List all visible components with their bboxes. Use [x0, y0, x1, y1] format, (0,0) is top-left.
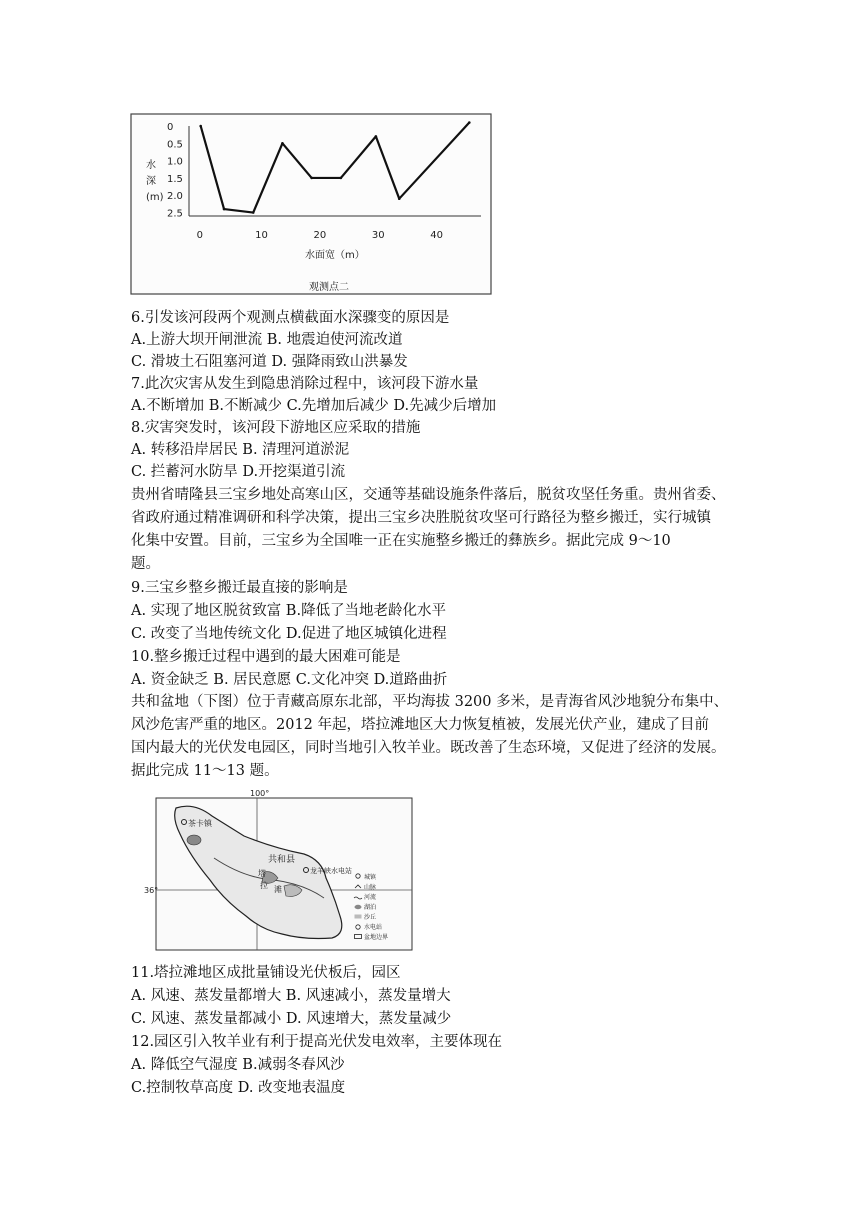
- y-axis-label: (m): [146, 192, 164, 203]
- q8-stem: 8.灾害突发时，该河段下游地区应采取的措施: [131, 420, 421, 436]
- x-tick-label: 40: [430, 230, 444, 241]
- passage-sanbao-line: 题。: [131, 556, 160, 572]
- gonghe-county-label: 共和县: [268, 855, 296, 865]
- passage-gonghe-line: 据此完成 11～13 题。: [131, 763, 279, 779]
- q7-stem: 7.此次灾害从发生到隐患消除过程中，该河段下游水量: [131, 376, 479, 392]
- legend-lake-icon: [355, 905, 362, 909]
- x-tick-label: 30: [371, 230, 385, 241]
- x-axis-label: 水面宽（m）: [305, 250, 365, 261]
- legend-label: 水电站: [364, 924, 383, 931]
- water-depth-chart: [129, 112, 495, 298]
- legend-label: 山脉: [364, 884, 377, 891]
- x-tick-label: 0: [196, 230, 204, 241]
- y-tick-label: 0.5: [167, 139, 183, 151]
- chart-frame: [131, 114, 491, 294]
- q6-stem: 6.引发该河段两个观测点横截面水深骤变的原因是: [131, 310, 450, 326]
- passage-gonghe-line: 共和盆地（下图）位于青藏高原东北部，平均海拔 3200 多米，是青海省风沙地貌分布集中、: [131, 694, 729, 710]
- legend-label: 河流: [364, 894, 377, 901]
- q9-options-cd: C. 改变了当地传统文化 D.促进了地区城镇化进程: [131, 626, 447, 642]
- legend-label: 湖泊: [364, 904, 377, 911]
- y-tick-label: 1.5: [167, 173, 183, 185]
- q12-options-cd: C.控制牧草高度 D. 改变地表温度: [131, 1080, 346, 1096]
- passage-gonghe-line: 风沙危害严重的地区。2012 年起，塔拉滩地区大力恢复植被，发展光伏产业，建成了目前: [131, 717, 710, 733]
- passage-sanbao-line: 化集中安置。目前，三宝乡为全国唯一正在实施整乡搬迁的彝族乡。据此完成 9～10: [131, 533, 671, 549]
- y-axis-label: 深: [146, 176, 156, 187]
- tala-label-1: 塔: [258, 869, 266, 878]
- legend-dune-icon: [355, 915, 362, 919]
- q12-options-ab: A. 降低空气湿度 B.减弱冬春风沙: [131, 1057, 345, 1073]
- y-tick-label: 2.0: [167, 191, 183, 203]
- depth-data-point: [223, 208, 226, 211]
- q11-options-ab: A. 风速、蒸发量都增大 B. 风速减小，蒸发量增大: [131, 988, 451, 1004]
- q9-options-ab: A. 实现了地区脱贫致富 B.降低了当地老龄化水平: [131, 603, 447, 619]
- y-axis-label: 水: [146, 160, 156, 171]
- y-tick-label: 1.0: [167, 156, 183, 168]
- depth-data-point: [398, 197, 401, 200]
- q10-options: A. 资金缺乏 B. 居民意愿 C.文化冲突 D.道路曲折: [131, 672, 448, 688]
- q7-options: A.不断增加 B.不断减少 C.先增加后减少 D.先减少后增加: [131, 398, 497, 414]
- passage-sanbao-line: 省政府通过精准调研和科学决策，提出三宝乡决胜脱贫攻坚可行路径为整乡搬迁，实行城镇: [131, 510, 711, 526]
- chart-title: 观测点二: [309, 282, 349, 293]
- depth-data-point: [375, 135, 378, 138]
- q12-stem: 12.园区引入牧羊业有利于提高光伏发电效率，主要体现在: [131, 1034, 503, 1050]
- depth-data-point: [281, 142, 284, 145]
- q8-options-ab: A. 转移沿岸居民 B. 清理河道淤泥: [131, 442, 350, 458]
- legend-label: 城镇: [364, 874, 377, 881]
- depth-data-point: [199, 125, 202, 128]
- x-tick-label: 20: [313, 230, 327, 241]
- q11-stem: 11.塔拉滩地区成批量铺设光伏板后，园区: [131, 965, 401, 981]
- q9-stem: 9.三宝乡整乡搬迁最直接的影响是: [131, 580, 348, 596]
- passage-sanbao-line: 贵州省晴隆县三宝乡地处高寒山区，交通等基础设施条件落后，脱贫攻坚任务重。贵州省委、: [131, 487, 726, 503]
- q6-options-cd: C. 滑坡土石阻塞河道 D. 强降雨致山洪暴发: [131, 354, 408, 370]
- q8-options-cd: C. 拦蓄河水防旱 D.开挖渠道引流: [131, 464, 346, 480]
- depth-data-point: [252, 211, 255, 214]
- x-tick-label: 10: [255, 230, 268, 241]
- chaka-town-label: 茶卡镇: [188, 819, 212, 828]
- longitude-label: 100°: [250, 789, 270, 798]
- legend-hydropower-icon: [356, 925, 360, 929]
- tala-label-2: 拉: [260, 881, 268, 890]
- gonghe-basin-map: [144, 788, 416, 954]
- tala-label-3: 滩: [274, 885, 282, 894]
- passage-gonghe-line: 国内最大的光伏发电园区，同时当地引入牧羊业。既改善了生态环境，又促进了经济的发展。: [131, 740, 726, 756]
- legend-label: 盆地边界: [364, 934, 389, 941]
- latitude-label: 36°: [144, 886, 159, 895]
- q10-stem: 10.整乡搬迁过程中遇到的最大困难可能是: [131, 649, 401, 665]
- lake: [187, 835, 201, 845]
- y-tick-label: 2.5: [167, 208, 183, 220]
- depth-data-point: [310, 177, 313, 180]
- y-tick-label: 0: [167, 122, 174, 133]
- longyangxia-label: 龙羊峡水电站: [310, 867, 352, 875]
- depth-data-point: [340, 177, 343, 180]
- legend-label: 沙丘: [364, 914, 377, 921]
- depth-data-point: [468, 121, 471, 124]
- q11-options-cd: C. 风速、蒸发量都减小 D. 风速增大，蒸发量减少: [131, 1011, 452, 1027]
- q6-options-ab: A.上游大坝开闸泄流 B. 地震迫使河流改道: [131, 332, 403, 348]
